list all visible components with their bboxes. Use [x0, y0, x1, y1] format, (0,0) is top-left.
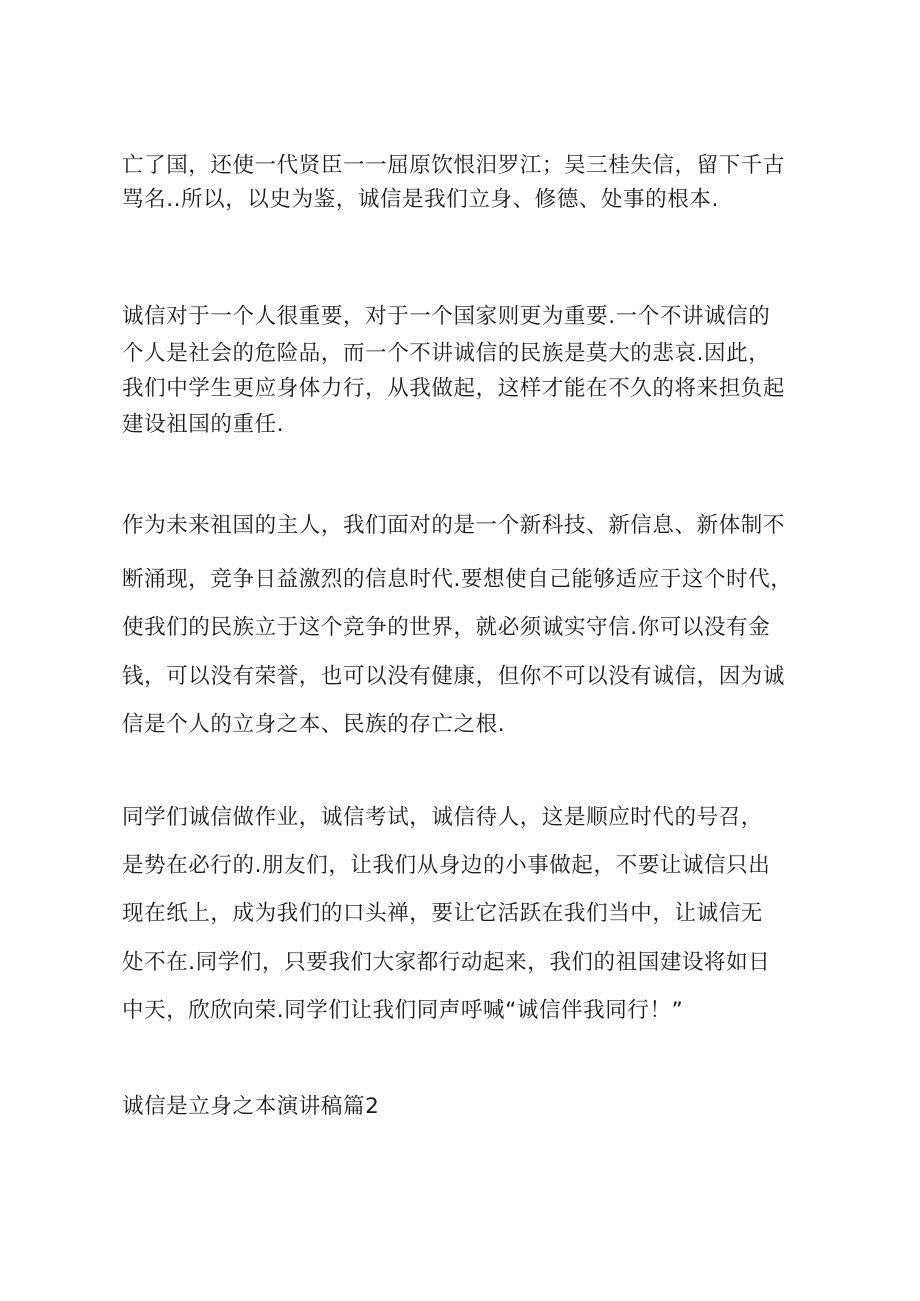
paragraph-4-line-5: 中天，欣欣向荣.同学们让我们同声呼喊“诚信伴我同行！”	[122, 998, 684, 1023]
paragraph-3-line-5: 信是个人的立身之本、民族的存亡之根.	[122, 712, 506, 737]
paragraph-2-line-3: 我们中学生更应身体力行，从我做起，这样才能在不久的将来担负起	[122, 376, 786, 401]
paragraph-4-line-3: 现在纸上，成为我们的口头禅，要让它活跃在我们当中，让诚信无	[122, 901, 763, 926]
paragraph-3-line-2: 断涌现，竞争日益激烈的信息时代.要想使自己能够适应于这个时代，	[122, 567, 793, 592]
paragraph-1-line-1: 亡了国，还使一代贤臣一一屈原饮恨汨罗江；吴三桂失信，留下千古	[122, 153, 786, 178]
paragraph-3-line-4: 钱，可以没有荣誉，也可以没有健康，但你不可以没有诚信，因为诚	[122, 664, 786, 689]
section-heading: 诚信是立身之本演讲稿篇2	[122, 1094, 380, 1119]
paragraph-4-line-2: 是势在必行的.朋友们，让我们从身边的小事做起，不要让诚信只出	[122, 853, 771, 878]
paragraph-2-line-1: 诚信对于一个人很重要，对于一个国家则更为重要.一个不讲诚信的	[122, 304, 771, 329]
paragraph-2-line-2: 个人是社会的危险品，而一个不讲诚信的民族是莫大的悲哀.因此，	[122, 341, 771, 366]
paragraph-3-line-1: 作为未来祖国的主人，我们面对的是一个新科技、新信息、新体制不	[122, 513, 786, 538]
paragraph-3-line-3: 使我们的民族立于这个竞争的世界，就必须诚实守信.你可以没有金	[122, 615, 771, 640]
paragraph-1-line-2: 骂名..所以，以史为鉴，诚信是我们立身、修德、处事的根本.	[122, 187, 719, 212]
paragraph-4-line-1: 同学们诚信做作业，诚信考试，诚信待人，这是顺应时代的号召，	[122, 805, 763, 830]
paragraph-2-line-4: 建设祖国的重任.	[122, 412, 285, 437]
paragraph-4-line-4: 处不在.同学们，只要我们大家都行动起来，我们的祖国建设将如日	[122, 950, 771, 975]
